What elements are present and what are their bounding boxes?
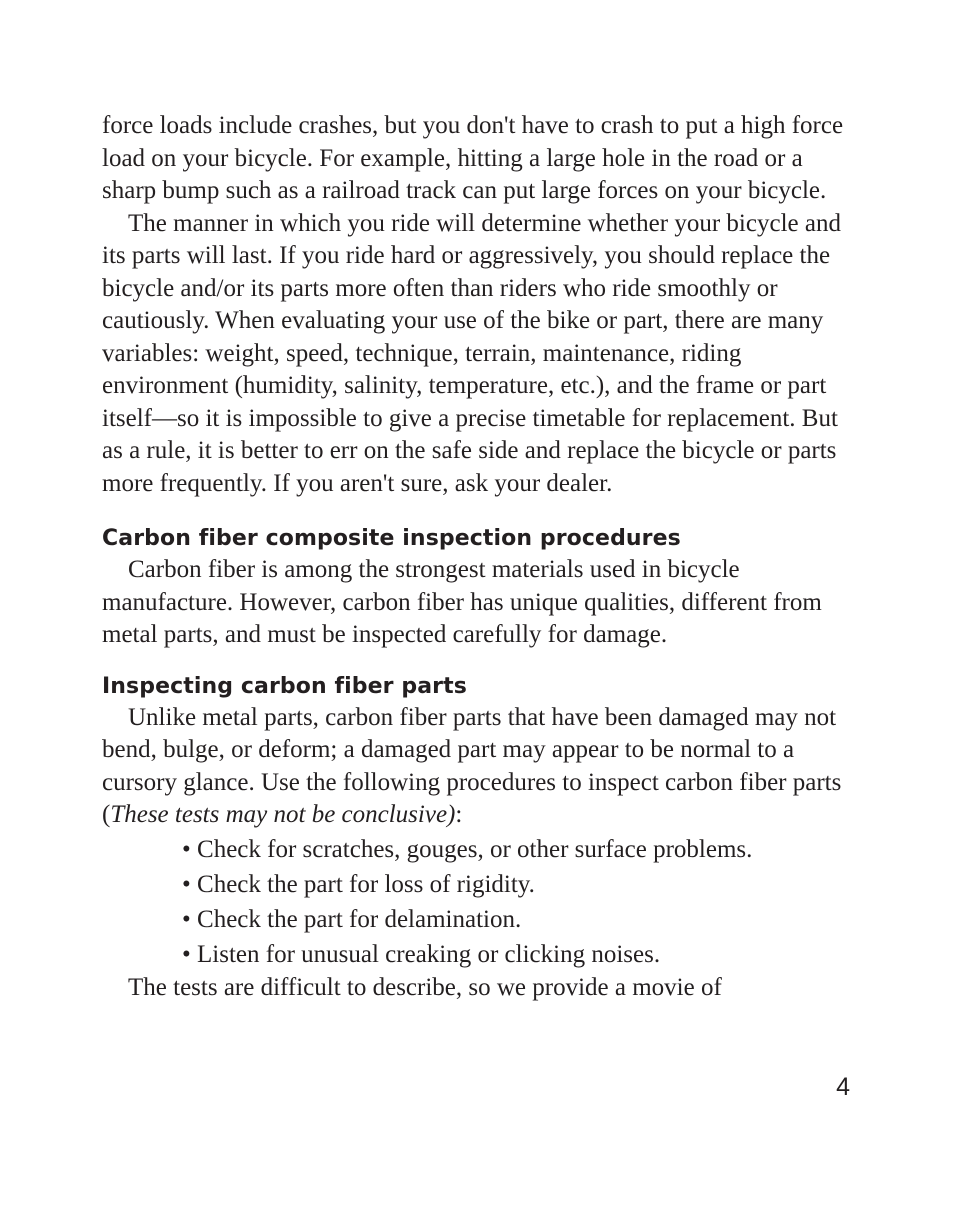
paragraph-inspecting [102,702,854,832]
paragraph-riding-manner: The manner in which you ride will determine whether your bicycle and its parts will last. If you ride hard or aggressively, you should replace the bicycle and/or its parts more often than riders who ride smoothly or cautiously. When evaluating your use of the bike or part, there are many variables: weight, speed, technique, terrain, maintenance, riding environment (humidity, salinity, temperature, etc.), and the frame or part itself—so it is impossible to give a precise timetable for replacement. But as a rule, it is better to err on the safe side and replace the bicycle or parts more frequently. If you aren't sure, ask your dealer. [102,209,841,497]
paragraph-carbon-fiber: Carbon fiber is among the strongest materials used in bicycle manufacture. However, carbon fiber has unique qualities, different from metal parts, and must be inspected carefully for damage. [102,556,822,648]
checklist-item: • Check the part for delamination. [182,902,854,937]
inspecting-colon: : [455,801,463,828]
heading-carbon-fiber-inspection: Carbon fiber composite inspection procedures [102,526,681,551]
document-body [102,110,854,1004]
inspecting-text: Unlike metal parts, carbon fiber parts that have been damaged may not bend, bulge, or deform; a damaged part may appear to be normal to a cursory glance. Use the following procedures to inspect carbon fiber parts ( [102,703,842,828]
page-number: 4 [836,1073,850,1101]
paragraph-force-loads: force loads include crashes, but you don't have to crash to put a high force load on your bicycle. For example, hitting a large hole in the road or a sharp bump such as a railroad track can put large forces on your bicycle. [102,112,844,204]
heading-inspecting-carbon-parts: Inspecting carbon fiber parts [102,673,467,699]
checklist-item: • Check the part for loss of rigidity. [182,867,854,902]
inspecting-italic-note: These tests may not be conclusive) [110,801,456,828]
checklist-item: • Listen for unusual creaking or clicking noises. [182,937,854,972]
paragraph-closing: The tests are difficult to describe, so we provide a movie of [128,973,722,1001]
inspection-checklist [102,832,854,972]
checklist-item: • Check for scratches, gouges, or other surface problems. [182,832,854,867]
